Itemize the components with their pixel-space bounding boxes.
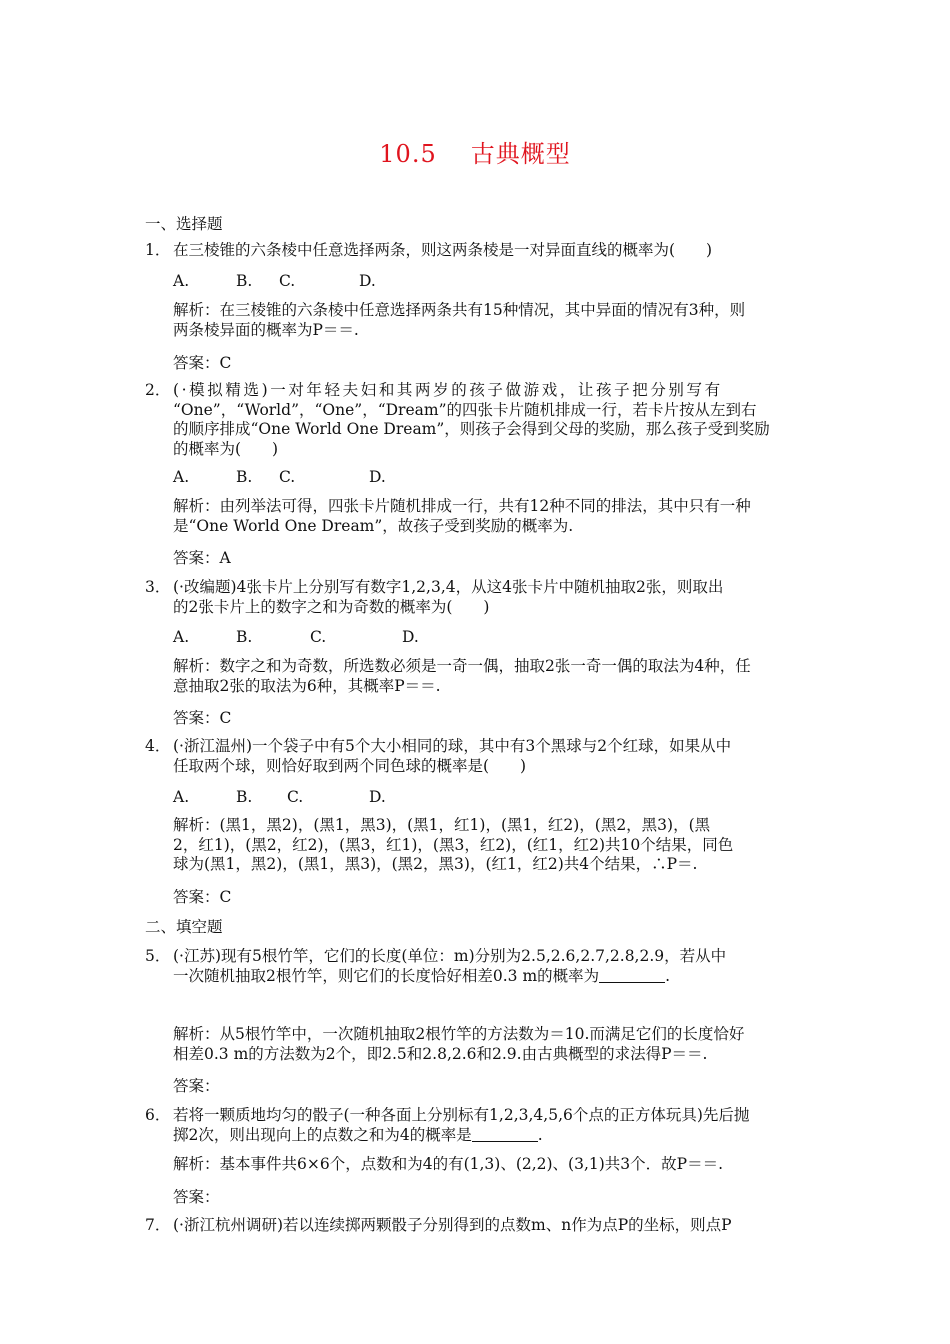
question-4: [145, 737, 811, 776]
question-7: [145, 1216, 811, 1236]
question-3: [145, 578, 811, 617]
option-a: A.: [173, 272, 190, 290]
explanation-4: [173, 816, 811, 875]
period: .: [537, 1125, 543, 1144]
option-b: B.: [236, 788, 253, 806]
page-title: [0, 134, 950, 169]
question-number: 7．: [145, 1216, 171, 1234]
question-6: [145, 1106, 811, 1145]
question-line: 的概率为( ): [173, 439, 279, 458]
explanation-line: 意抽取2张的取法为6种，其概率P＝＝.: [173, 676, 441, 695]
explanation-line: 两条棱异面的概率为P＝＝.: [173, 320, 359, 339]
section-heading-fill: 二、填空题: [145, 918, 223, 936]
question-number: 6．: [145, 1106, 171, 1124]
answer-4: 答案：C: [173, 888, 232, 906]
options-1: [173, 272, 376, 290]
explanation-line: 相差0.3 m的方法数为2个，即2.5和2.8,2.6和2.9.由古典概型的求法得P＝＝.: [173, 1044, 708, 1063]
question-line: [173, 1126, 811, 1146]
explanation-6: [173, 1155, 811, 1175]
title-number: 10.5: [379, 140, 437, 168]
answer-2: 答案：A: [173, 549, 231, 567]
option-c: C.: [287, 788, 304, 806]
explanation-3: [173, 657, 811, 696]
option-c: C.: [279, 272, 296, 290]
explanation-line: 解析：数字之和为奇数，所选数必须是一奇一偶，抽取2张一奇一偶的取法为4种，任: [173, 657, 751, 675]
question-line: 若将一颗质地均匀的骰子(一种各面上分别标有1,2,3,4,5,6个点的正方体玩具)先后抛: [173, 1106, 750, 1124]
question-2: [145, 381, 811, 459]
question-5: [145, 947, 811, 986]
question-line: [173, 967, 811, 987]
explanation-line: 解析：在三棱锥的六条棱中任意选择两条共有15种情况，其中异面的情况有3种，则: [173, 301, 746, 319]
answer-1: 答案：C: [173, 354, 232, 372]
option-a: A.: [173, 788, 190, 806]
question-line: “One”，“World”，“One”，“Dream”的四张卡片随机排成一行，若卡片按从左到右: [173, 400, 757, 419]
option-d: D.: [369, 788, 386, 806]
question-number: 2．: [145, 381, 171, 399]
explanation-line: 解析：(黑1，黑2)，(黑1，黑3)，(黑1，红1)，(黑1，红2)，(黑2，黑3)，(黑: [173, 816, 711, 834]
explanation-line: 2，红1)，(黑2，红2)，(黑3，红1)，(黑3，红2)，(红1，红2)共10个结果，同色: [173, 835, 734, 854]
explanation-2: [173, 497, 811, 536]
explanation-line: 球为(黑1，黑2)，(黑1，黑3)，(黑2，黑3)，(红1，红2)共4个结果，∴P＝.: [173, 855, 698, 873]
question-line: (·改编题)4张卡片上分别写有数字1,2,3,4，从这4张卡片中随机抽取2张，则取出: [173, 578, 724, 596]
question-line: (·江苏)现有5根竹竿，它们的长度(单位：m)分别为2.5,2.6,2.7,2.8,2.9，若从中: [173, 947, 727, 965]
explanation-1: [173, 301, 811, 340]
question-line-text: 掷2次，则出现向上的点数之和为4的概率是: [173, 1125, 472, 1144]
explanation-line: 解析：从5根竹竿中，一次随机抽取2根竹竿的方法数为＝10.而满足它们的长度恰好: [173, 1025, 745, 1043]
answer-5: 答案：: [173, 1077, 220, 1095]
question-text: 在三棱锥的六条棱中任意选择两条，则这两条棱是一对异面直线的概率为( ): [173, 241, 713, 259]
answer-3: 答案：C: [173, 709, 232, 727]
options-4: [173, 788, 386, 806]
answer-blank: [472, 1126, 538, 1142]
option-a: A.: [173, 628, 190, 646]
option-a: A.: [173, 468, 190, 486]
question-line: 的顺序排成“One World One Dream”，则孩子会得到父母的奖励，那么孩子受到奖励: [173, 420, 770, 438]
option-c: C.: [279, 468, 296, 486]
option-d: D.: [359, 272, 376, 290]
options-3: [173, 628, 419, 646]
answer-blank: [599, 967, 665, 983]
option-b: B.: [236, 468, 253, 486]
explanation-line: 是“One World One Dream”，故孩子受到奖励的概率为.: [173, 516, 574, 535]
question-number: 3．: [145, 578, 171, 596]
option-b: B.: [236, 628, 253, 646]
question-line-text: 一次随机抽取2根竹竿，则它们的长度恰好相差0.3 m的概率为: [173, 966, 600, 985]
explanation-line: 解析：由列举法可得，四张卡片随机排成一行，共有12种不同的排法，其中只有一种: [173, 497, 751, 515]
question-number: 4．: [145, 737, 171, 755]
period: .: [665, 966, 671, 985]
option-c: C.: [310, 628, 327, 646]
title-text: 古典概型: [470, 140, 571, 168]
option-b: B.: [236, 272, 253, 290]
question-number: 1．: [145, 241, 171, 259]
question-1: [145, 241, 811, 261]
explanation-5: [173, 1025, 811, 1064]
question-line: 任取两个球，则恰好取到两个同色球的概率是( ): [173, 756, 527, 775]
option-d: D.: [369, 468, 386, 486]
option-d: D.: [402, 628, 419, 646]
question-line: (·浙江杭州调研)若以连续掷两颗骰子分别得到的点数m、n作为点P的坐标，则点P: [173, 1216, 732, 1234]
options-2: [173, 468, 386, 486]
question-line: (·模拟精选)一对年轻夫妇和其两岁的孩子做游戏，让孩子把分别写有: [173, 381, 723, 399]
question-line: 的2张卡片上的数字之和为奇数的概率为( ): [173, 597, 490, 616]
answer-6: 答案：: [173, 1188, 220, 1206]
section-heading-choice: 一、选择题: [145, 215, 223, 233]
explanation-line: 解析：基本事件共6×6个，点数和为4的有(1,3)、(2,2)、(3,1)共3个．故P＝＝.: [173, 1155, 724, 1173]
question-line: (·浙江温州)一个袋子中有5个大小相同的球，其中有3个黑球与2个红球，如果从中: [173, 737, 732, 755]
question-number: 5．: [145, 947, 171, 965]
